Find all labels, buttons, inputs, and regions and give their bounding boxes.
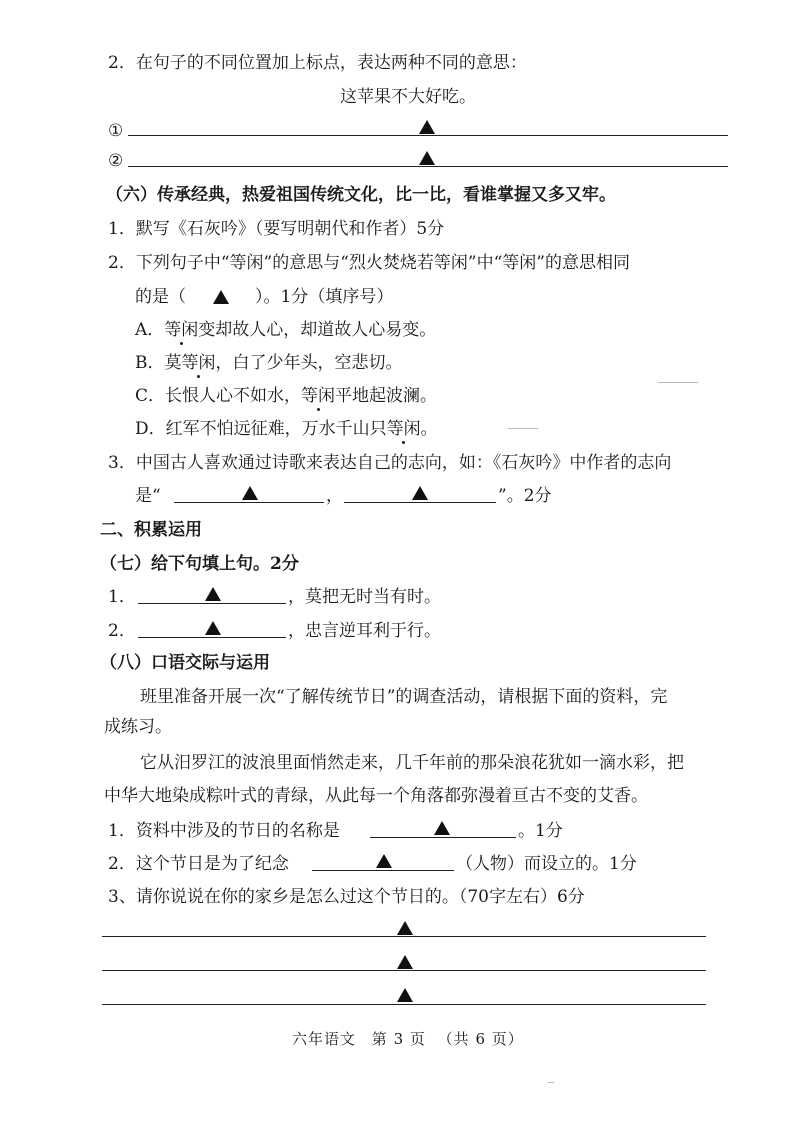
aspiration-blank-1[interactable]: [174, 502, 324, 503]
section-7-heading: （七）给下句填上句。2分: [100, 554, 299, 574]
festival-name-blank[interactable]: [370, 837, 516, 838]
material-line-1: 它从汨罗江的波浪里面悄然走来，几千年前的那朵浪花犹如一滴水彩，把: [140, 753, 684, 773]
part-2-heading: 二、积累运用: [100, 520, 202, 540]
s7-blank-1[interactable]: [138, 603, 286, 604]
option-c-prefix: C．长恨人心不如水，: [135, 386, 302, 406]
blank-triangle-icon: [205, 587, 221, 601]
scan-speck: [658, 382, 698, 383]
s7-question-1-number: 1．: [108, 587, 136, 607]
s7-question-2-number: 2．: [108, 621, 136, 641]
blank-triangle-icon: [419, 151, 435, 165]
blank-triangle-icon: [205, 621, 221, 635]
option-a: [135, 319, 436, 341]
s8-question-1a: 1．资料中涉及的节日的名称是: [108, 821, 340, 841]
intro-line-1: 班里准备开展一次“了解传统节日”的调查活动，请根据下面的资料，完: [140, 687, 668, 707]
answer-line-2[interactable]: [128, 166, 728, 167]
option-c-text: 平地起波澜。: [335, 386, 438, 406]
option-a-prefix: A．: [135, 320, 165, 340]
s8-question-3: 3、请你说说在你的家乡是怎么过这个节日的。（70字左右）6分: [108, 887, 585, 907]
s6-question-2-line-1: 2．下列句子中“等闲”的意思与“烈火焚烧若等闲”中“等闲”的意思相同: [108, 253, 630, 273]
section-6-heading: （六）传承经典，热爱祖国传统文化，比一比，看谁掌握又多又牢。: [106, 185, 616, 205]
answer-line-1[interactable]: [128, 135, 728, 136]
answer-writing-line-1[interactable]: [102, 936, 706, 937]
option-d-text: 。: [420, 419, 438, 439]
footer-total-pages: （共 6 页）: [437, 1030, 524, 1048]
blank-triangle-icon: [434, 821, 450, 835]
question-punctuation-prompt: 2．在句子的不同位置加上标点，表达两种不同的意思：: [108, 53, 527, 73]
option-a-key-word: 等闲: [164, 320, 199, 340]
s6-question-1: 1．默写《石灰吟》（要写明朝代和作者）5分: [108, 219, 445, 239]
footer-subject: 六年语文: [292, 1030, 357, 1048]
footer-page-number: 第 3 页: [371, 1030, 426, 1048]
option-d: [135, 418, 438, 440]
blank-triangle-icon: [376, 854, 392, 868]
blank-triangle-icon: [213, 290, 229, 304]
person-blank[interactable]: [312, 870, 454, 871]
s8-question-2a: 2．这个节日是为了纪念: [108, 854, 289, 874]
scan-speck: [548, 1082, 554, 1083]
aspiration-blank-2[interactable]: [344, 502, 496, 503]
option-a-text: 变却故人心，却道故人心易变。: [198, 320, 437, 340]
answer-mark-1: ①: [108, 121, 124, 141]
s7-blank-2[interactable]: [138, 637, 286, 638]
s6-question-2-line-2a: 的是（: [135, 287, 186, 307]
answer-mark-2: ②: [108, 151, 124, 171]
option-b-text: ，白了少年头，空悲切。: [215, 353, 403, 373]
example-sentence: 这苹果不大好吃。: [340, 87, 476, 107]
option-b: [135, 352, 403, 374]
answer-writing-line-2[interactable]: [102, 970, 706, 971]
option-d-key-word: 等闲: [386, 419, 421, 439]
intro-line-2: 成练习。: [104, 717, 172, 737]
option-b-key-word: 等闲: [181, 353, 216, 373]
s8-question-1b: 。1分: [518, 821, 563, 841]
material-line-2: 中华大地染成粽叶式的青绿，从此每一个角落都弥漫着亘古不变的艾香。: [104, 786, 648, 806]
s6-question-3-line-1: 3．中国古人喜欢通过诗歌来表达自己的志向，如：《石灰吟》中作者的志向: [108, 453, 672, 473]
blank-triangle-icon: [419, 120, 435, 134]
blank-triangle-icon: [412, 486, 428, 500]
s6-question-2-line-2b: ）。1分（填序号）: [255, 287, 394, 307]
answer-writing-line-3[interactable]: [102, 1004, 706, 1005]
page-footer: [292, 1028, 524, 1049]
s6-question-3-end: ”。2分: [498, 486, 552, 506]
blank-triangle-icon: [397, 988, 413, 1002]
option-c: [135, 385, 437, 407]
s6-question-3-comma: ，: [326, 486, 343, 506]
scan-speck: [508, 428, 538, 429]
option-d-prefix: D．红军不怕远征难，万水千山只: [135, 419, 387, 439]
blank-triangle-icon: [397, 921, 413, 935]
option-b-prefix: B．莫: [135, 353, 182, 373]
blank-triangle-icon: [397, 955, 413, 969]
option-c-key-word: 等闲: [301, 386, 336, 406]
s7-question-2-text: ，忠言逆耳利于行。: [288, 621, 441, 641]
section-8-heading: （八）口语交际与运用: [100, 653, 270, 673]
s8-question-2b: （人物）而设立的。1分: [456, 854, 637, 874]
s6-question-3-line-2a: 是“: [135, 486, 161, 506]
s7-question-1-text: ，莫把无时当有时。: [288, 587, 441, 607]
blank-triangle-icon: [242, 486, 258, 500]
